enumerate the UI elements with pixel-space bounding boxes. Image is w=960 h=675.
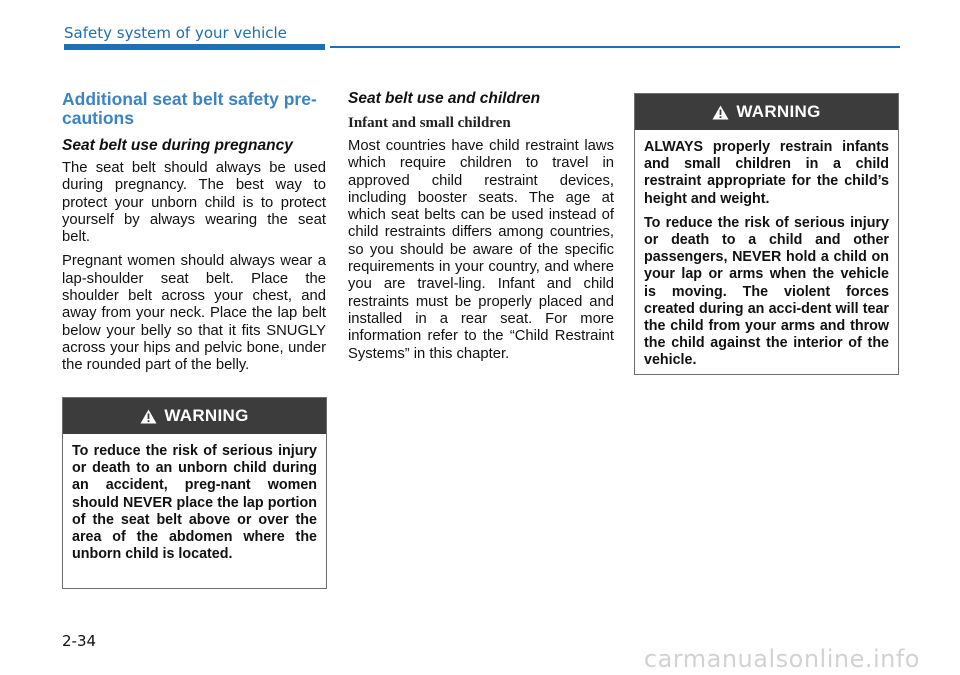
warning-text-1: ALWAYS properly restrain infants and small children in a child restraint appropriate for the child’s height and weight. [644, 139, 889, 207]
infant-heading: Infant and small children [348, 115, 511, 131]
warning-box-pregnancy [62, 397, 327, 589]
header-rule-thin [330, 46, 900, 48]
warning-text-2: To reduce the risk of serious injury or death to a child and other passengers, NEVER hold a child on your lap or arms when the vehicle is moving. The violent forces created during an acci-dent will tear the child from your arms and throw the child against the interior of the vehicle. [644, 214, 889, 369]
main-heading: Additional seat belt safety pre-cautions [62, 89, 317, 128]
warning-body [63, 434, 326, 563]
pregnancy-subheading: Seat belt use during pregnancy [62, 137, 293, 154]
warning-label: WARNING [164, 406, 249, 425]
warning-header [63, 398, 326, 434]
pregnancy-paragraph-2: Pregnant women should always wear a lap-shoulder seat belt. Place the shoulder belt across your chest, and away from your neck. Place the lap belt below your belly so that it fits SNUGLY across your hips and pelvic bone, under the rounded part of the belly. [62, 253, 326, 374]
warning-triangle-icon [140, 409, 157, 424]
header-rule-thick [64, 44, 325, 50]
left-column [62, 90, 326, 382]
page-number: 2-34 [62, 632, 97, 650]
pregnancy-paragraph-1: The seat belt should always be used during pregnancy. The best way to protect your unborn child is to protect yourself by always wearing the seat belt. [62, 160, 326, 246]
warning-body [635, 130, 898, 370]
warning-text: To reduce the risk of serious injury or death to an unborn child during an accident, preg-nant women should NEVER place the lap portion of the seat belt above or over the area of the abdomen where the unborn child is located. [72, 443, 317, 563]
section-header: Safety system of your vehicle [64, 24, 287, 42]
warning-triangle-icon [712, 105, 729, 120]
watermark: carmanualsonline.info [643, 645, 920, 673]
children-paragraph: Most countries have child restraint laws which require children to travel in approved child restraint devices, including booster seats. The age at which seat belts can be used instead of child restraints differs among countries, so you should be aware of the specific requirements in your country, and where you are travel-ling. Infant and child restraints must be properly placed and installed in a rear seat. For more information refer to the “Child Restraint Systems” in this chapter. [348, 138, 614, 362]
warning-label: WARNING [736, 102, 821, 121]
warning-header [635, 94, 898, 130]
children-subheading: Seat belt use and children [348, 90, 541, 107]
warning-box-children [634, 93, 899, 375]
middle-column [348, 90, 614, 370]
